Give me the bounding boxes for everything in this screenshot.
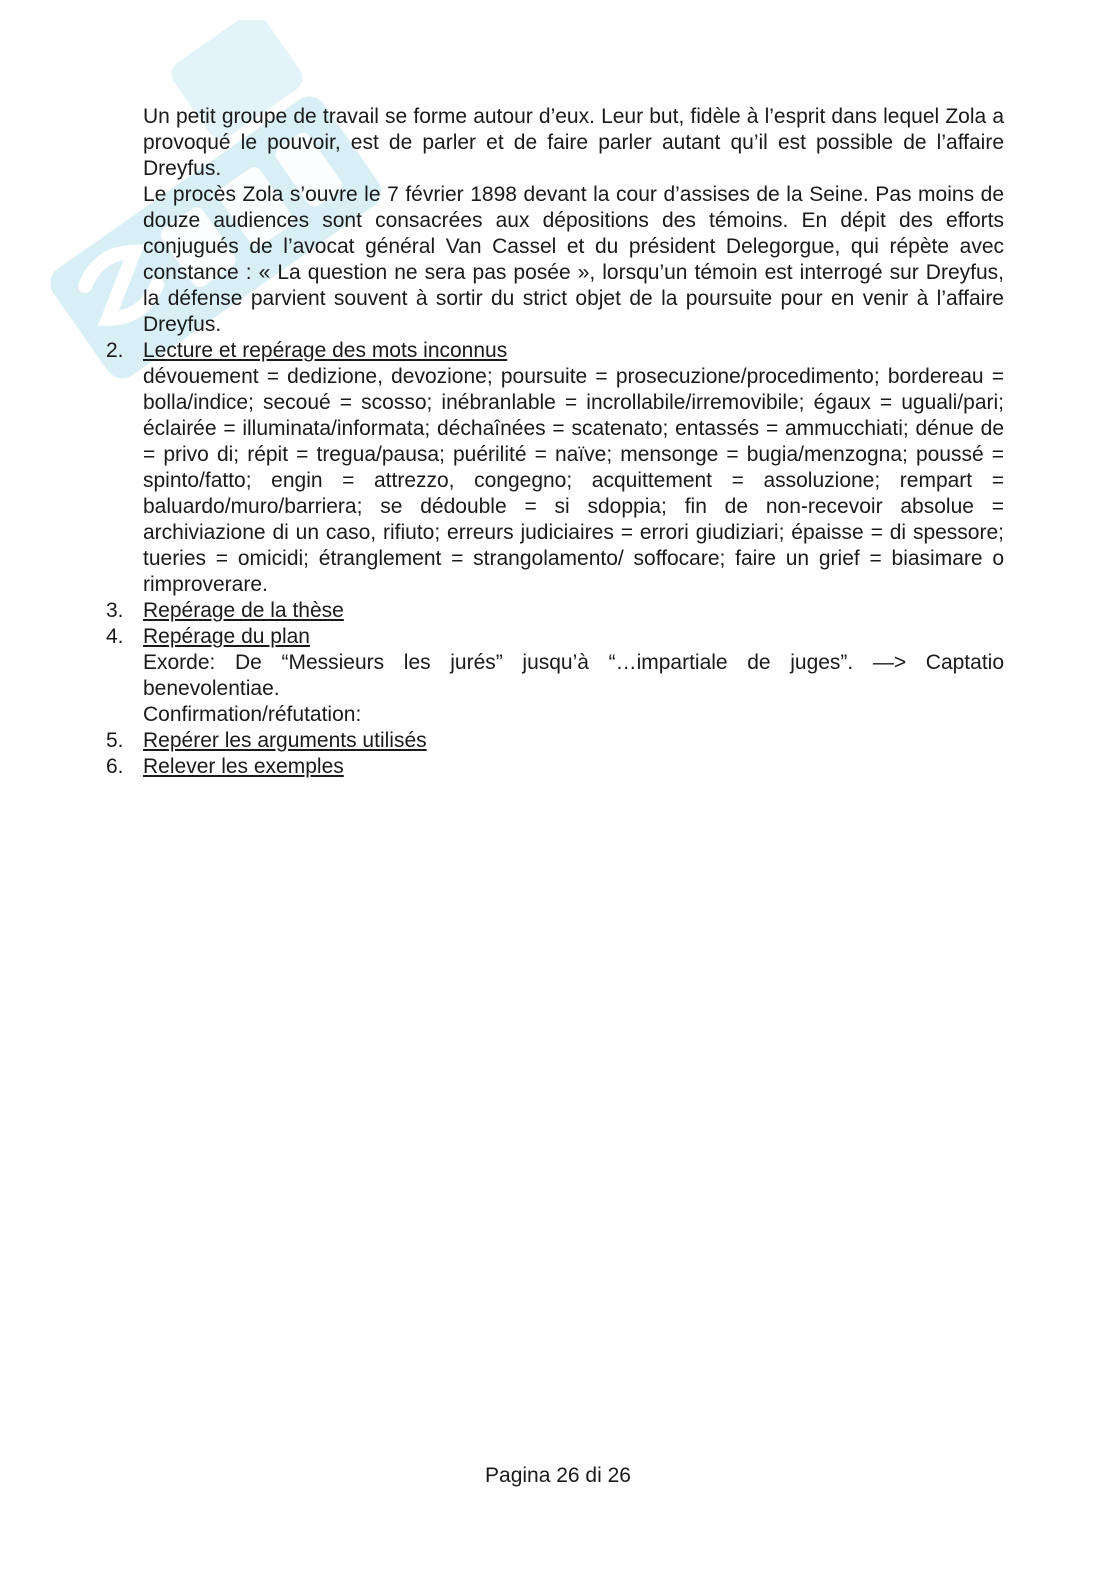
exercise-list — [106, 338, 1004, 780]
list-number: 2. — [106, 339, 124, 362]
list-item — [106, 728, 1004, 754]
plan-text: Confirmation/réfutation: — [143, 703, 362, 726]
list-heading: Repérage du plan — [143, 625, 310, 648]
list-number: 3. — [106, 599, 124, 622]
list-item — [106, 338, 1004, 598]
intro-paragraph: Le procès Zola s’ouvre le 7 février 1898 devant la cour d’assises de la Seine. Pas moins de douze audiences sont consacrées aux dépositions des témoins. En dépit des efforts conjugués de l’avocat général Van Cassel et du président Delegorgue, qui répète avec constance : « La question ne sera pas posée », lorsqu’un témoin est interrogé sur Dreyfus, la défense parvient souvent à sortir du strict objet de la poursuite pour en venir à l’affaire Dreyfus. — [143, 183, 1004, 336]
list-heading: Repérage de la thèse — [143, 599, 344, 622]
plan-text: Exorde: De “Messieurs les jurés” jusqu’à “…impartiale de juges”. —> Captatio benevolentiae. — [143, 651, 1004, 700]
list-item — [106, 624, 1004, 728]
list-heading: Lecture et repérage des mots inconnus — [143, 339, 508, 362]
list-number: 5. — [106, 729, 124, 752]
list-number: 4. — [106, 625, 124, 648]
page-footer: Pagina 26 di 26 — [485, 1464, 631, 1487]
list-heading: Repérer les arguments utilisés — [143, 729, 427, 752]
list-heading: Relever les exemples — [143, 755, 344, 778]
list-item — [106, 754, 1004, 780]
list-number: 6. — [106, 755, 124, 778]
vocabulary-text: dévouement = dedizione, devozione; poursuite = prosecuzione/procedimento; bordereau = bolla/indice; secoué = scosso; inébranlable = incrollabile/irremovibile; égaux = uguali/pari; éclairée = illuminata/informata; déchaînées = scatenato; entassés = ammucchiati; dénue de = privo di; répit = tregua/pausa; puérilité = naïve; mensonge = bugia/menzogna; poussé = spinto/fatto; engin = attrezzo, congegno; acquittement = assoluzione; rempart = baluardo/muro/barriera; se dédouble = si sdoppia; fin de non-recevoir absolue = archiviazione di un caso, rifiuto; erreurs judiciaires = errori giudiziari; épaisse = di spessore; tueries = omicidi; étranglement = strangolamento/ soffocare; faire un grief = biasimare o rimproverare. — [143, 365, 1004, 596]
intro-paragraph: Un petit groupe de travail se forme autour d’eux. Leur but, fidèle à l’esprit dans lequel Zola a provoqué le pouvoir, est de parler et de faire parler autant qu’il est possible de l’affaire Dreyfus. — [143, 105, 1004, 180]
list-item — [106, 598, 1004, 624]
document-body — [106, 104, 1004, 780]
